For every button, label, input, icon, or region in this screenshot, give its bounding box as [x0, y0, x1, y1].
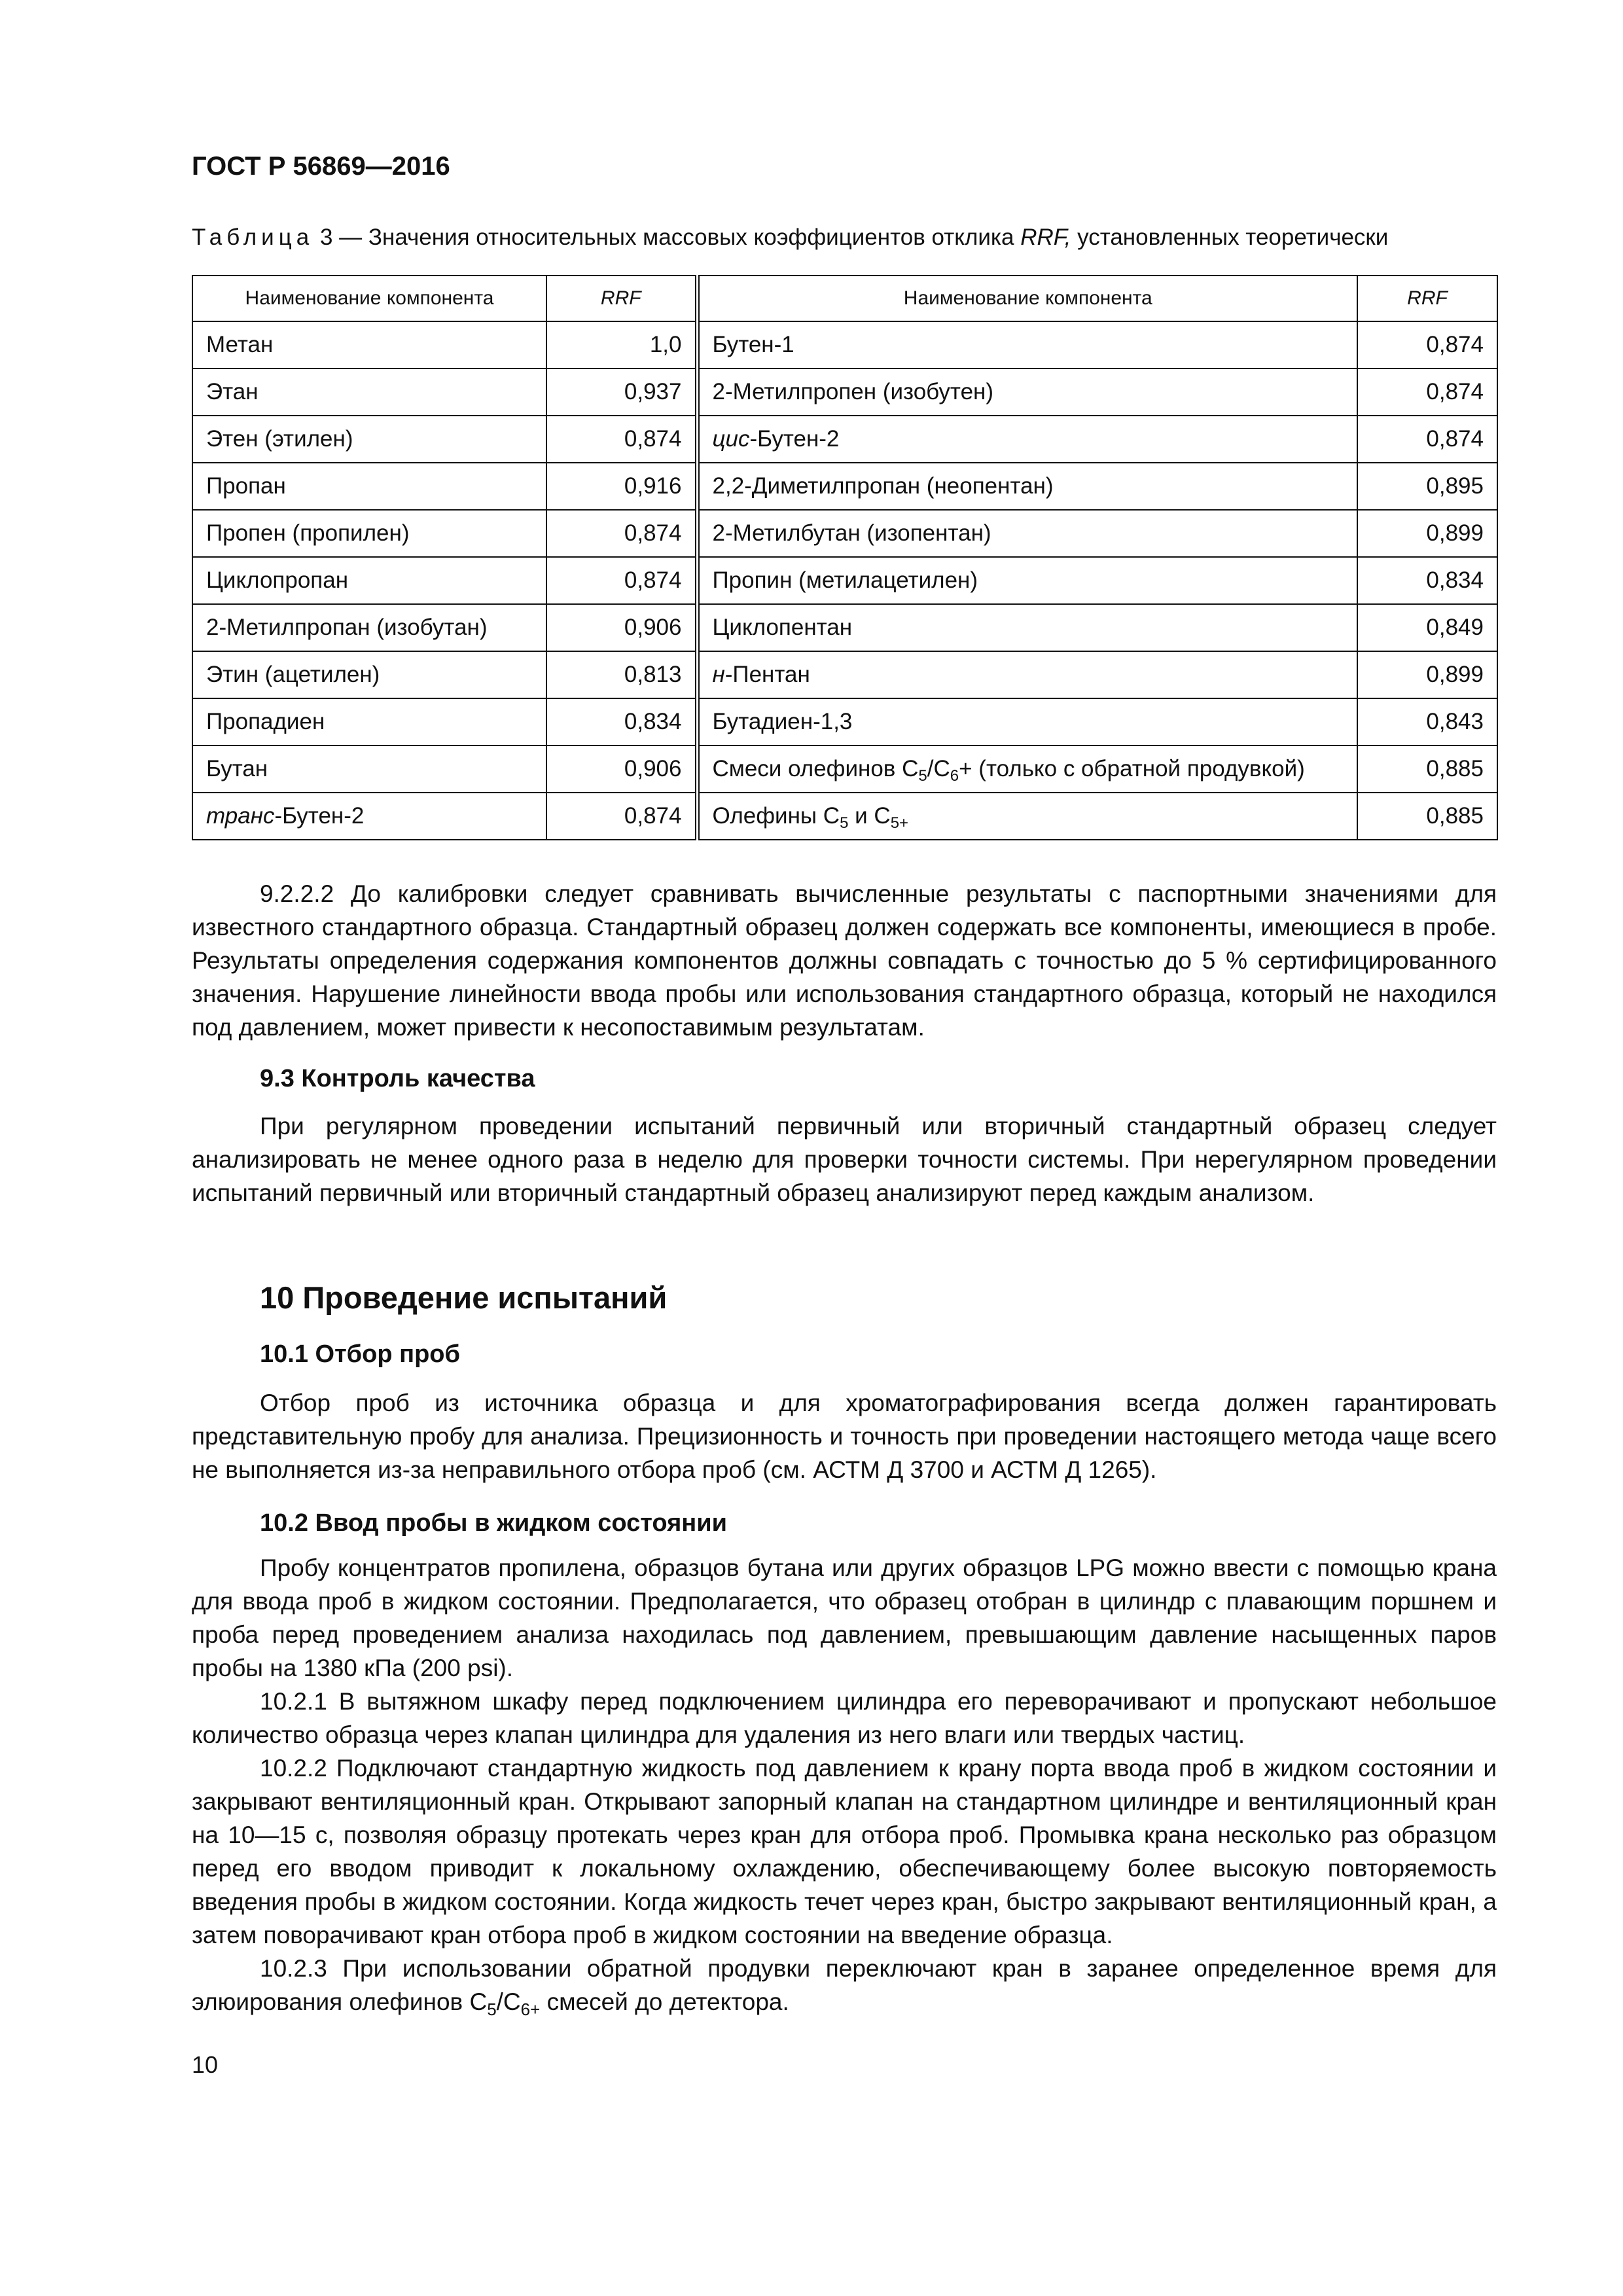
cell-rrf: 0,895 [1357, 463, 1497, 510]
cell-component: Пропин (метилацетилен) [697, 557, 1357, 604]
subscript: 6+ [520, 2000, 541, 2019]
page-number: 10 [192, 2051, 219, 2078]
subscript: 5+ [890, 814, 909, 832]
name-part: Смеси олефинов С [712, 756, 919, 781]
cell-component: 2,2-Диметилпропан (неопентан) [697, 463, 1357, 510]
table-row [192, 368, 1497, 416]
paragraph-10-2-2: 10.2.2 Подключают стандартную жидкость под давлением к крану порта ввода проб в жидком состоянии и закрывают вентиляционный кран. Открывают запорный клапан на стандартном цилиндре и вентиляционный кран на 10—15 с, позволяя образцу протекать через кран для отбора проб. Промывка крана несколько раз образцом перед его вводом приводит к локальному охлаждению, обеспечивающему более высокую повторяемость введения пробы в жидком состоянии. Когда жидкость течет через кран, быстро закрывают вентиляционный кран, а затем поворачивают кран отбора проб в жидком состоянии на введение образца. [192, 1755, 1497, 1948]
text-part: /С [496, 1988, 521, 2015]
text-part: смесей до детектора. [540, 1988, 789, 2015]
cell-component: 2-Метилбутан (изопентан) [697, 510, 1357, 557]
name-part: + (только с обратной продувкой) [959, 756, 1305, 781]
cell-rrf: 0,874 [546, 557, 697, 604]
component-name: -Пентан [724, 662, 810, 687]
heading-10-2: 10.2 Ввод пробы в жидком состоянии [260, 1509, 727, 1537]
table-header-row [192, 276, 1497, 321]
cell-rrf: 1,0 [546, 321, 697, 368]
cell-rrf: 0,813 [546, 651, 697, 698]
header-component-name-2: Наименование компонента [697, 276, 1357, 321]
cell-rrf: 0,885 [1357, 745, 1497, 793]
text-part: 10.2.3 При использовании обратной продувки переключают кран в заранее определенное время для элюирования олефинов С [192, 1955, 1497, 2015]
cell-component [697, 745, 1357, 793]
table-caption-word: Таблица [192, 224, 314, 250]
document-code: ГОСТ Р 56869—2016 [192, 152, 450, 181]
table-row [192, 698, 1497, 745]
table-row [192, 463, 1497, 510]
header-rrf-2: RRF [1357, 276, 1497, 321]
cell-component: Пропан [192, 463, 546, 510]
table-row [192, 793, 1497, 840]
table-row [192, 510, 1497, 557]
table-row [192, 557, 1497, 604]
cell-rrf: 0,874 [1357, 321, 1497, 368]
italic-prefix: цис [712, 426, 750, 452]
paragraph-9-3: При регулярном проведении испытаний первичный или вторичный стандартный образец следует анализировать не менее одного раза в неделю для проверки точности системы. При нерегулярном проведении испытаний первичный или вторичный стандартный образец анализируют перед каждым анализом. [192, 1113, 1497, 1206]
italic-prefix: н [712, 662, 725, 687]
cell-component [192, 793, 546, 840]
subscript: 5 [840, 814, 849, 832]
cell-component [697, 651, 1357, 698]
section-10-2 [192, 1551, 1497, 2018]
name-part: и С [848, 803, 891, 829]
cell-component: Этан [192, 368, 546, 416]
cell-rrf: 0,843 [1357, 698, 1497, 745]
paragraph-9-2-2-2: 9.2.2.2 До калибровки следует сравнивать вычисленные результаты с паспортными значениями для известного стандартного образца. Стандартный образец должен содержать все компоненты, имеющиеся в пробе. Результаты определения содержания компонентов должны совпадать с точностью до 5 % сертифицированного значения. Нарушение линейности ввода пробы или использования стандартного образца, который не находился под давлением, может привести к несопоставимым результатам. [192, 880, 1497, 1041]
name-part: /С [927, 756, 950, 781]
cell-component: Бутадиен-1,3 [697, 698, 1357, 745]
cell-component: Циклопентан [697, 604, 1357, 651]
heading-10: 10 Проведение испытаний [260, 1280, 668, 1315]
cell-rrf: 0,906 [546, 745, 697, 793]
cell-rrf: 0,874 [546, 416, 697, 463]
component-name: -Бутен-2 [274, 803, 365, 829]
cell-rrf: 0,874 [546, 793, 697, 840]
cell-component: 2-Метилпропан (изобутан) [192, 604, 546, 651]
cell-component: Этин (ацетилен) [192, 651, 546, 698]
cell-component [697, 793, 1357, 840]
paragraph-10-2-3 [192, 1952, 1497, 2018]
table-row [192, 604, 1497, 651]
cell-component: Пропен (пропилен) [192, 510, 546, 557]
section-10-1 [192, 1386, 1497, 1486]
heading-10-1: 10.1 Отбор проб [260, 1340, 460, 1368]
cell-component: Бутан [192, 745, 546, 793]
cell-rrf: 0,849 [1357, 604, 1497, 651]
paragraph-10-1: Отбор проб из источника образца и для хроматографирования всегда должен гарантировать представительную пробу для анализа. Прецизионность и точность при проведении настоящего метода чаще всего не выполняется из-за неправильного отбора проб (см. АСТМ Д 3700 и АСТМ Д 1265). [192, 1390, 1497, 1483]
cell-rrf: 0,916 [546, 463, 697, 510]
subscript: 5 [487, 2000, 497, 2019]
table-caption [192, 224, 1494, 251]
italic-prefix: транс [206, 803, 275, 829]
cell-component: Метан [192, 321, 546, 368]
cell-component: Пропадиен [192, 698, 546, 745]
subscript: 6 [950, 767, 959, 785]
paragraph-10-2: Пробу концентратов пропилена, образцов бутана или других образцов LPG можно ввести с помощью крана для ввода проб в жидком состоянии. Предполагается, что образец отобран в цилиндр с плавающим поршнем и проба перед проведением анализа находилась под давлением, превышающим давление насыщенных паров пробы на 1380 кПа (200 psi). [192, 1554, 1497, 1681]
cell-rrf: 0,899 [1357, 651, 1497, 698]
section-9-3 [192, 1109, 1497, 1210]
table-row [192, 416, 1497, 463]
cell-rrf: 0,874 [1357, 416, 1497, 463]
section-9-2-2-2 [192, 877, 1497, 1044]
table-caption-text: 3 — Значения относительных массовых коэффициентов отклика [313, 224, 1021, 250]
cell-rrf: 0,885 [1357, 793, 1497, 840]
name-part: Олефины С [712, 803, 840, 829]
table-row [192, 651, 1497, 698]
cell-rrf: 0,874 [1357, 368, 1497, 416]
cell-rrf: 0,899 [1357, 510, 1497, 557]
cell-component: 2-Метилпропен (изобутен) [697, 368, 1357, 416]
cell-rrf: 0,874 [546, 510, 697, 557]
header-rrf: RRF [546, 276, 697, 321]
header-component-name: Наименование компонента [192, 276, 546, 321]
cell-rrf: 0,834 [546, 698, 697, 745]
rrf-table [192, 275, 1498, 840]
table-row [192, 321, 1497, 368]
heading-9-3: 9.3 Контроль качества [260, 1065, 535, 1092]
component-name: -Бутен-2 [749, 426, 840, 452]
table-caption-italic: RRF, [1020, 224, 1071, 250]
cell-component: Этен (этилен) [192, 416, 546, 463]
cell-component [697, 416, 1357, 463]
table-caption-text-end: установленных теоретически [1071, 224, 1389, 250]
cell-rrf: 0,937 [546, 368, 697, 416]
cell-component: Бутен-1 [697, 321, 1357, 368]
cell-component: Циклопропан [192, 557, 546, 604]
paragraph-10-2-1: 10.2.1 В вытяжном шкафу перед подключением цилиндра его переворачивают и пропускают небольшое количество образца через клапан цилиндра для удаления из него влаги или твердых частиц. [192, 1688, 1497, 1748]
cell-rrf: 0,834 [1357, 557, 1497, 604]
subscript: 5 [918, 767, 927, 785]
cell-rrf: 0,906 [546, 604, 697, 651]
table-row [192, 745, 1497, 793]
